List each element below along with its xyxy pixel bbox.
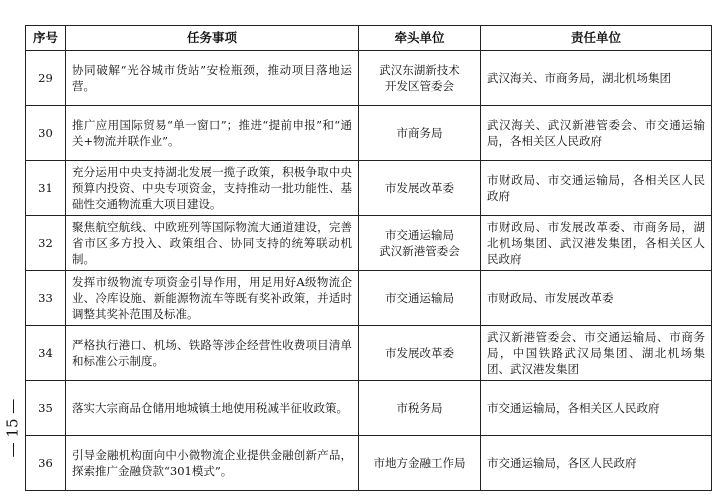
row-number: 31: [26, 161, 66, 216]
table-row: [26, 51, 712, 106]
page-number: [0, 398, 24, 458]
row-lead-unit: 市商务局: [359, 106, 481, 161]
row-task: 发挥市级物流专项资金引导作用，用足用好A级物流企业、冷库设施、新能源物流车等既有奖补政策，并适时调整其奖补范围及标准。: [66, 271, 359, 326]
row-number: 29: [26, 51, 66, 106]
row-number: 33: [26, 271, 66, 326]
row-lead-unit: 市交通运输局: [359, 271, 481, 326]
table-row: [26, 381, 712, 436]
row-task: 落实大宗商品仓储用地城镇土地使用税减半征收政策。: [66, 381, 359, 436]
row-responsible-unit: 市交通运输局，各区人民政府: [481, 436, 712, 491]
table-row: [26, 106, 712, 161]
header-row: [26, 26, 712, 51]
row-task: 充分运用中央支持湖北发展一揽子政策，积极争取中央预算内投资、中央专项资金，支持推动一批功能性、基础性交通物流重大项目建设。: [66, 161, 359, 216]
row-responsible-unit: 武汉海关、市商务局，湖北机场集团: [481, 51, 712, 106]
row-number: 36: [26, 436, 66, 491]
row-lead-unit: 市地方金融工作局: [359, 436, 481, 491]
row-lead-unit: 市交通运输局 武汉新港管委会: [359, 216, 481, 271]
row-responsible-unit: 武汉海关、武汉新港管委会、市交通运输局，各相关区人民政府: [481, 106, 712, 161]
row-lead-unit: 市税务局: [359, 381, 481, 436]
row-responsible-unit: 武汉新港管委会、市交通运输局、市商务局，中国铁路武汉局集团、湖北机场集团、武汉港发集团: [481, 326, 712, 381]
row-lead-unit: 市发展改革委: [359, 326, 481, 381]
row-task: 聚焦航空航线、中欧班列等国际物流大通道建设，完善省市区多方投入、政策组合、协同支持的统筹联动机制。: [66, 216, 359, 271]
header-responsible-unit: 责任单位: [481, 26, 712, 51]
header-lead-unit: 牵头单位: [359, 26, 481, 51]
table-row: [26, 271, 712, 326]
table-row: [26, 326, 712, 381]
row-responsible-unit: 市财政局、市发展改革委: [481, 271, 712, 326]
row-number: 35: [26, 381, 66, 436]
row-number: 34: [26, 326, 66, 381]
page-number-text: — 15 —: [3, 398, 21, 458]
row-responsible-unit: 市交通运输局，各相关区人民政府: [481, 381, 712, 436]
row-lead-unit: 市发展改革委: [359, 161, 481, 216]
row-responsible-unit: 市财政局、市交通运输局，各相关区人民政府: [481, 161, 712, 216]
task-table: [25, 25, 712, 491]
row-lead-unit: 武汉东湖新技术 开发区管委会: [359, 51, 481, 106]
row-task: 引导金融机构面向中小微物流企业提供金融创新产品，探索推广金融贷款“301模式”。: [66, 436, 359, 491]
table-body: [26, 51, 712, 491]
table-row: [26, 216, 712, 271]
row-task: 推广应用国际贸易“单一窗口”；推进“提前申报”和“通关+物流并联作业”。: [66, 106, 359, 161]
row-number: 30: [26, 106, 66, 161]
row-number: 32: [26, 216, 66, 271]
header-number: 序号: [26, 26, 66, 51]
header-task: 任务事项: [66, 26, 359, 51]
row-task: 协同破解“光谷城市货站”安检瓶颈，推动项目落地运营。: [66, 51, 359, 106]
table-header: [26, 26, 712, 51]
row-responsible-unit: 市财政局、市发展改革委、市商务局，湖北机场集团、武汉港发集团，各相关区人民政府: [481, 216, 712, 271]
table-row: [26, 161, 712, 216]
row-task: 严格执行港口、机场、铁路等涉企经营性收费项目清单和标准公示制度。: [66, 326, 359, 381]
table-row: [26, 436, 712, 491]
